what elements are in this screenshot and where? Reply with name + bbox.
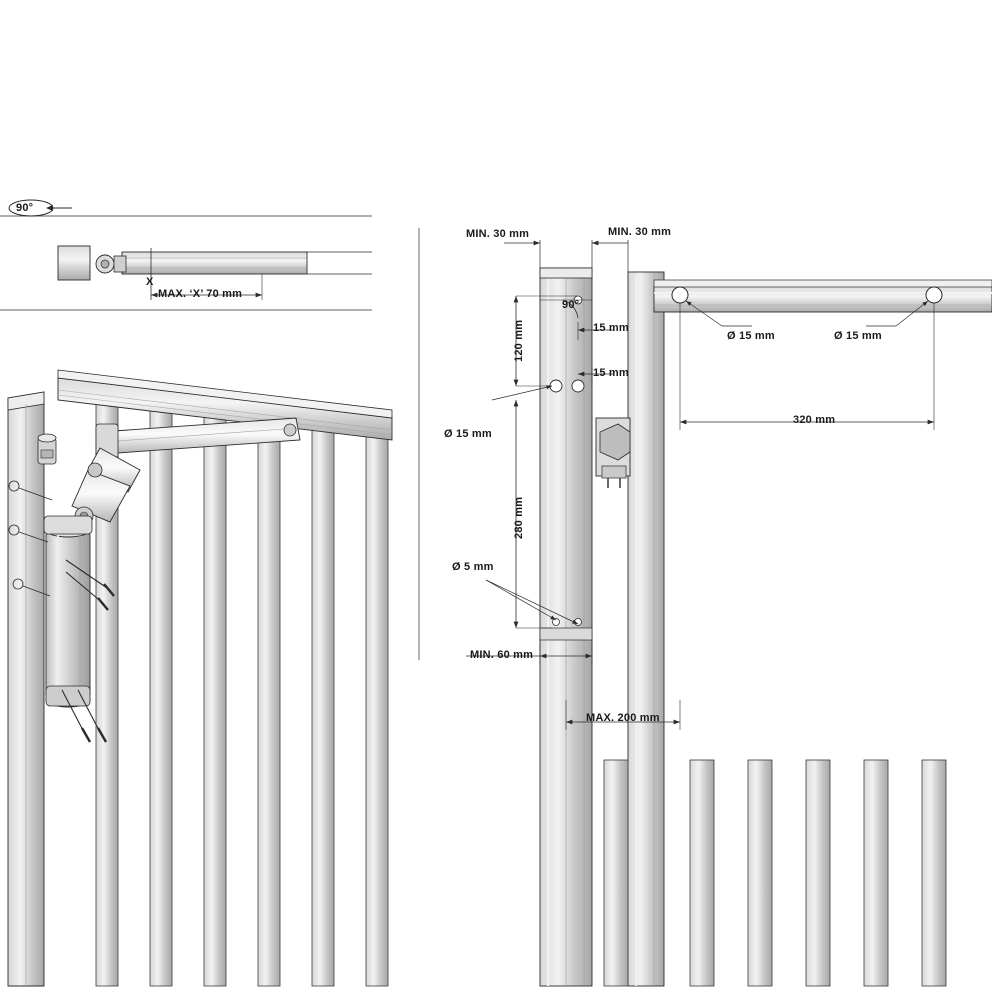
label-hole-d15-top-a: Ø 15 mm <box>727 330 775 342</box>
label-280mm: 280 mm <box>513 496 525 539</box>
label-15mm-upper: 15 mm <box>593 322 629 334</box>
elevation-view <box>419 228 992 986</box>
label-120mm: 120 mm <box>513 319 525 362</box>
picket-group <box>96 386 388 986</box>
label-hole-d15-left: Ø 15 mm <box>444 428 492 440</box>
detail-x-label: X <box>146 276 154 288</box>
detail-max-x-label: MAX. ‘X’ 70 mm <box>158 288 243 300</box>
elevation-bracket <box>596 418 630 488</box>
label-hole-d15-top-b: Ø 15 mm <box>834 330 882 342</box>
label-min60: MIN. 60 mm <box>470 649 534 661</box>
label-15mm-lower: 15 mm <box>593 367 629 379</box>
label-max200: MAX. 200 mm <box>586 712 660 724</box>
elevation-frame-column <box>628 272 664 986</box>
label-angle-90: 90° <box>562 299 580 311</box>
perspective-gate-assembly <box>8 370 392 986</box>
detail-angle-label: 90° <box>16 202 34 214</box>
elevation-gate-stile <box>540 268 592 986</box>
label-min30-left: MIN. 30 mm <box>466 228 530 240</box>
dimension-lines <box>466 240 934 730</box>
label-min30-right: MIN. 30 mm <box>608 226 672 238</box>
gate-hinge <box>38 434 56 464</box>
closer-body-cylinder <box>44 516 92 707</box>
label-320mm: 320 mm <box>793 414 836 426</box>
label-hole-d5: Ø 5 mm <box>452 561 494 573</box>
